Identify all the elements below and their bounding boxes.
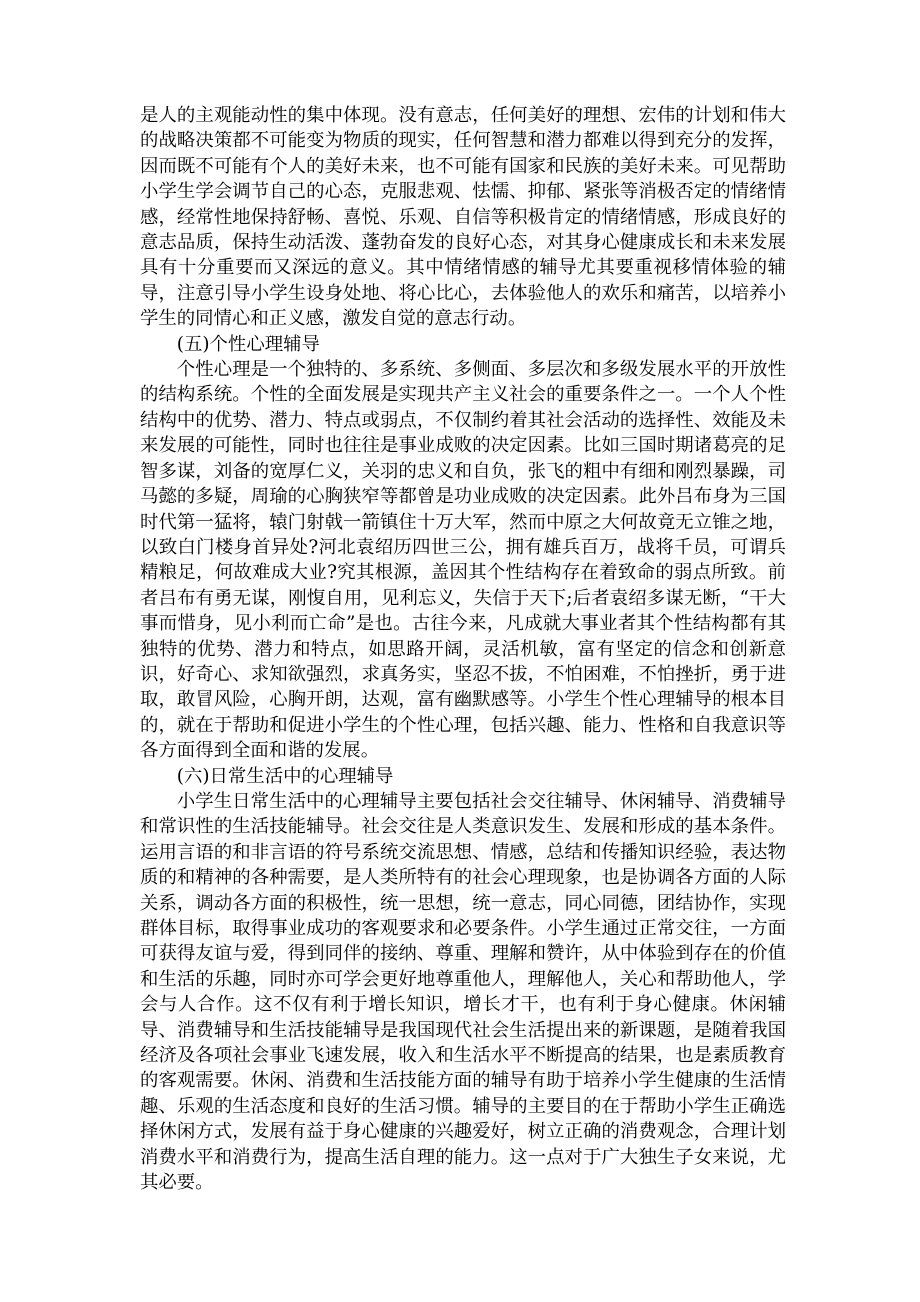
section-heading-daily-life: (六)日常生活中的心理辅导	[176, 765, 394, 787]
paragraph-will-emotion-guidance: 是人的主观能动性的集中体现。没有意志，任何美好的理想、宏伟的计划和伟大的战略决策都不可能变为物质的现实，任何智慧和潜力都难以得到充分的发挥，因而既不可能有个人的美好未来，也不可能有国家和民族的美好未来。可见帮助小学生学会调节自己的心态，克服悲观、怯懦、抑郁、紧张等消极否定的情绪情感，经常性地保持舒畅、喜悦、乐观、自信等积极肯定的情绪情感，形成良好的意志品质，保持生动活泼、蓬勃奋发的良好心态，对其身心健康成长和未来发展具有十分重要而又深远的意义。其中情绪情感的辅导尤其要重视移情体验的辅导，注意引导小学生设身处地、将心比心，去体验他人的欢乐和痛苦，以培养小学生的同情心和正义感，激发自觉的意志行动。	[140, 105, 786, 330]
paragraph-personality-guidance: 个性心理是一个独特的、多系统、多侧面、多层次和多级发展水平的开放性的结构系统。个性的全面发展是实现共产主义社会的重要条件之一。一个人个性结构中的优势、潜力、特点或弱点，不仅制约着其社会活动的选择性、效能及未来发展的可能性，同时也往往是事业成败的决定因素。比如三国时期诸葛亮的足智多谋，刘备的宽厚仁义，关羽的忠义和自负，张飞的粗中有细和刚烈暴躁，司马懿的多疑，周瑜的心胸狭窄等都曾是功业成败的决定因素。此外吕布身为三国时代第一猛将，辕门射戟一箭镇住十万大军，然而中原之大何故竟无立锥之地，以致白门楼身首异处?河北袁绍历四世三公，拥有雄兵百万，战将千员，可谓兵精粮足，何故难成大业?究其根源，盖因其个性结构存在着致命的弱点所致。前者吕布有勇无谋，刚愎自用，见利忘义，失信于天下;后者袁绍多谋无断，“干大事而惜身，见小利而亡命”是也。古往今来，凡成就大事业者其个性结构都有其独特的优势、潜力和特点，如思路开阔，灵活机敏，富有坚定的信念和创新意识，好奇心、求知欲强烈，求真务实，坚忍不拔，不怕困难，不怕挫折，勇于进取，敢冒风险，心胸开朗，达观，富有幽默感等。小学生个性心理辅导的根本目的，就在于帮助和促进小学生的个性心理，包括兴趣、能力、性格和自我意识等各方面得到全面和谐的发展。	[140, 359, 786, 762]
section-heading-personality: (五)个性心理辅导	[176, 333, 320, 355]
document-page	[140, 103, 786, 1195]
paragraph-daily-life-guidance: 小学生日常生活中的心理辅导主要包括社会交往辅导、休闲辅导、消费辅导和常识性的生活技能辅导。社会交往是人类意识发生、发展和形成的基本条件。运用言语的和非言语的符号系统交流思想、情感，总结和传播知识经验，表达物质的和精神的各种需要，是人类所特有的社会心理现象，也是协调各方面的人际关系，调动各方面的积极性，统一思想，统一意志，同心同德，团结协作，实现群体目标，取得事业成功的客观要求和必要条件。小学生通过正常交往，一方面可获得友谊与爱，得到同伴的接纳、尊重、理解和赞许，从中体验到存在的价值和生活的乐趣，同时亦可学会更好地尊重他人，理解他人，关心和帮助他人，学会与人合作。这不仅有利于增长知识，增长才干，也有利于身心健康。休闲辅导、消费辅导和生活技能辅导是我国现代社会生活提出来的新课题，是随着我国经济及各项社会事业飞速发展，收入和生活水平不断提高的结果，也是素质教育的客观需要。休闲、消费和生活技能方面的辅导有助于培养小学生健康的生活情趣、乐观的生活态度和良好的生活习惯。辅导的主要目的在于帮助小学生正确选择休闲方式，发展有益于身心健康的兴趣爱好，树立正确的消费观念，合理计划消费水平和消费行为，提高生活自理的能力。这一点对于广大独生子女来说，尤其必要。	[140, 790, 786, 1194]
